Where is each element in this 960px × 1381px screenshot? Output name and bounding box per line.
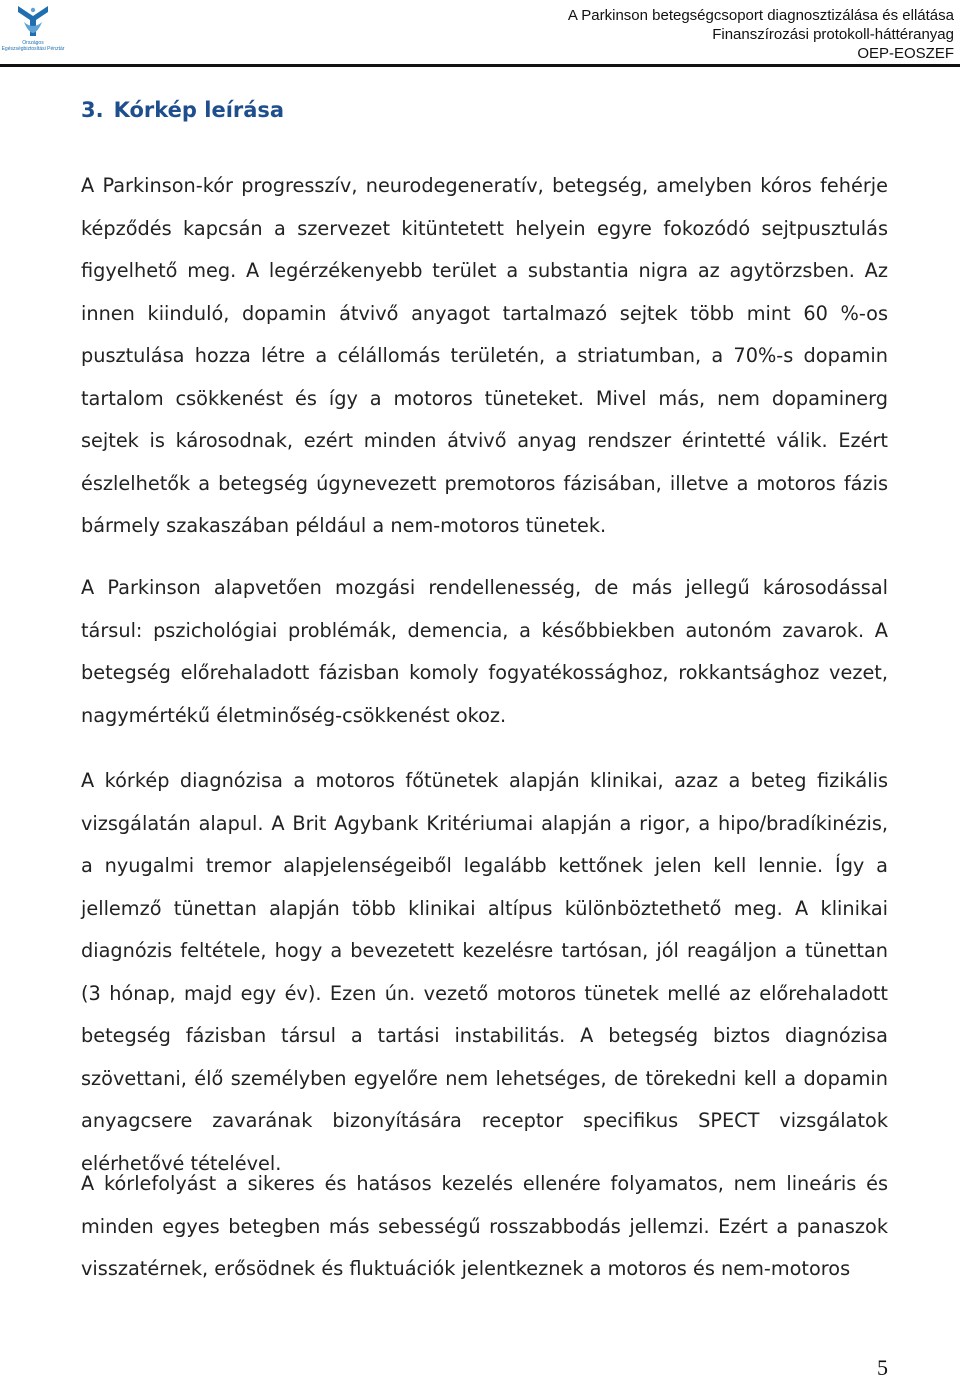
logo-organization-text: Országos Egészségbiztosítási Pénztár: [1, 40, 65, 52]
paragraph-progression: A kórlefolyást a sikeres és hatásos kezelés ellenére folyamatos, nem lineáris és minden egyes betegben más sebességű rosszabbodás jellemzi. Ezért a panaszok visszatérnek, erősödnek és fluktuációk jelentkeznek a motoros és nem-motoros: [81, 1172, 888, 1280]
paragraph-symptoms: A Parkinson alapvetően mozgási rendellenesség, de más jellegű károsodással társul: pszichológiai problémák, demencia, a későbbiekben autonóm zavarok. A betegség előrehaladott fázisban komoly fogyatékossághoz, rokkantsághoz vezet, nagymértékű életminőség-csökkenést okoz.: [81, 576, 888, 727]
header-divider: [0, 64, 960, 67]
page-number: 5: [877, 1355, 888, 1380]
header-title-line2: Finanszírozási protokoll-háttéranyag: [712, 26, 954, 43]
section-number: 3.: [81, 98, 104, 122]
page-header: [0, 0, 960, 68]
section-title: Kórkép leírása: [113, 98, 285, 122]
paragraph-diagnosis: A kórkép diagnózisa a motoros főtünetek alapján klinikai, azaz a beteg fizikális vizsgálatán alapul. A Brit Agybank Kritériumai alapján a rigor, a hipo/bradíkinézis, a nyugalmi tremor alapjelenségeiből legalább kettőnek jelen kell lennie. Így a jellemző tünettan alapján több klinikai altípus különböztethető meg. A klinikai diagnózis feltétele, hogy a bevezetett kezelésre tartósan, jól reagáljon a tünettan (3 hónap, majd egy év). Ezen ún. vezető motoros tünetek mellé az előrehaladott betegség fázisban társul a tartási instabilitás. A betegség biztos diagnózisa szövettani, élő személyben egyelőre nem lehetséges, de törekedni kell a dopamin anyagcsere zavarának bizonyítására receptor specifikus SPECT vizsgálatok elérhetővé tételével.: [81, 769, 888, 1175]
paragraph-pathology: A Parkinson-kór progresszív, neurodegeneratív, betegség, amelyben kóros fehérje képződés kapcsán a szervezet kitüntetett helyein egyre fokozódó sejtpusztulás figyelhető meg. A legérzékenyebb terület a substantia nigra az agytörzsben. Az innen kiinduló, dopamin átvivő anyagot tartalmazó sejtek több mint 60 %-os pusztulása hozza létre a célállomás területén, a striatumban, a 70%-s dopamin tartalom csökkenést és így a motoros tüneteket. Mivel más, nem dopaminerg sejtek is károsodnak, ezért minden átvivő anyag rendszer érintetté válik. Ezért észlelhetők a betegség úgynevezett premotoros fázisában, illetve a motoros fázis bármely szakaszában például a nem-motoros tünetek.: [81, 174, 888, 537]
section-heading: [81, 98, 284, 122]
header-title-line1: A Parkinson betegségcsoport diagnosztizálása és ellátása: [567, 7, 954, 24]
document-header-text: [568, 6, 954, 63]
header-title-line3: OEP-EOSZEF: [857, 45, 954, 62]
